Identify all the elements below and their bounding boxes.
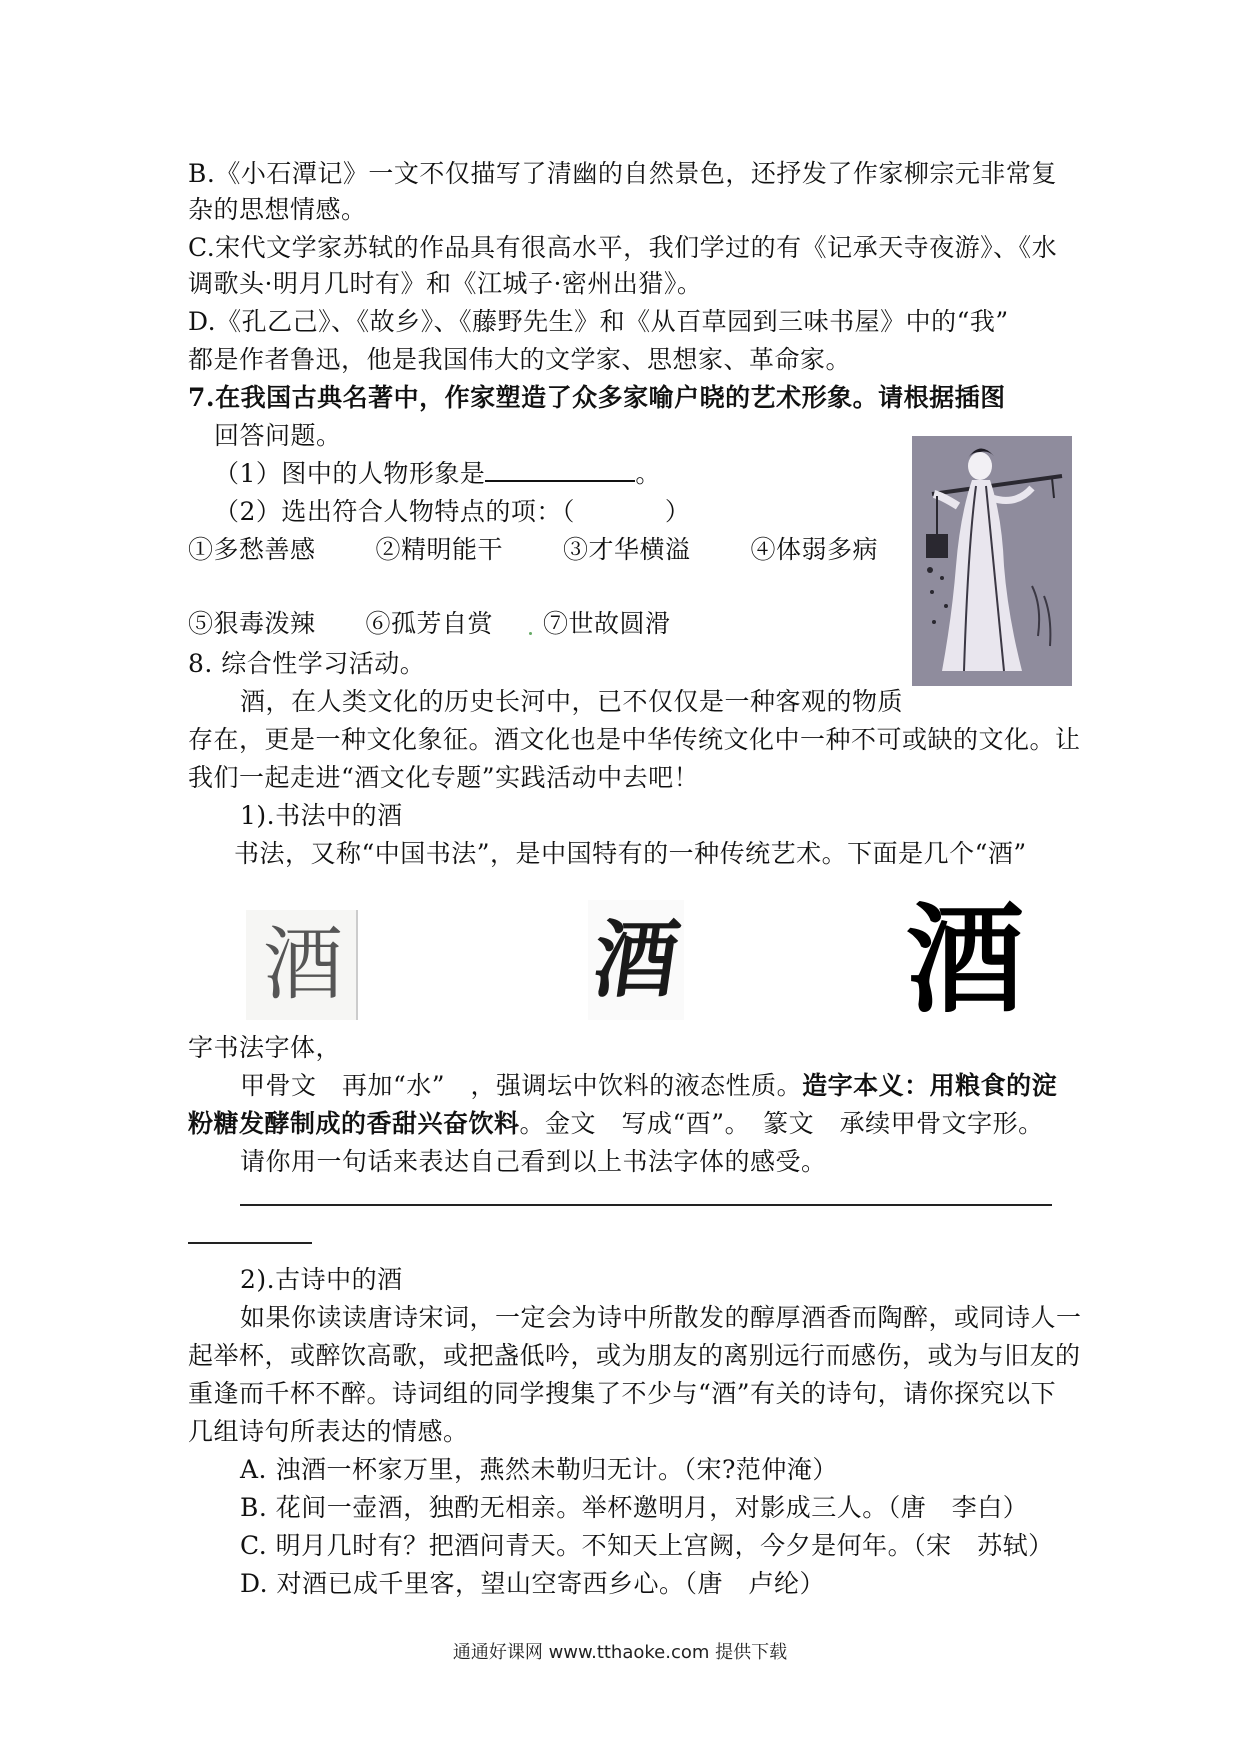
desc-2-bold: 粉糖发酵制成的香甜兴奋饮料 bbox=[188, 1109, 520, 1138]
callig-char: 酒 bbox=[263, 918, 339, 1011]
calligraphy-bronze bbox=[588, 900, 684, 1020]
callig-char: 酒 bbox=[905, 891, 1024, 1029]
option-item: ④体弱多病 bbox=[750, 535, 879, 564]
section-1-desc-2 bbox=[188, 1106, 1044, 1142]
option-b-line-1: B.《小石潭记》一文不仅描写了清幽的自然景色，还抒发了作家柳宗元非常复 bbox=[188, 159, 1057, 188]
section-2-text-2: 起举杯，或醉饮高歌，或把盏低吟，或为朋友的离别远行而感伤，或为与旧友的 bbox=[188, 1341, 1081, 1370]
sub1-suffix: 。 bbox=[635, 459, 661, 488]
q8-intro-1: 酒，在人类文化的历史长河中，已不仅仅是一种客观的物质 bbox=[240, 687, 904, 716]
options-row-2 bbox=[188, 606, 671, 642]
section-1-text-1: 书法，又称“中国书法”，是中国特有的一种传统艺术。下面是几个“酒” bbox=[234, 839, 1027, 868]
poem-b: B. 花间一壶酒，独酌无相亲。举杯邀明月，对影成三人。（唐 李白） bbox=[240, 1493, 1029, 1522]
section-2-title: 2).古诗中的酒 bbox=[240, 1265, 403, 1294]
section-1-title: 1).书法中的酒 bbox=[240, 801, 403, 830]
poem-d: D. 对酒已成千里客，望山空寄西乡心。（唐 卢纶） bbox=[240, 1569, 826, 1598]
desc-2-plain: 。金文 写成“酉”。 篆文 承续甲骨文字形。 bbox=[519, 1109, 1044, 1138]
question-7-sub-2 bbox=[214, 494, 690, 530]
section-2-text-4: 几组诗句所表达的情感。 bbox=[188, 1417, 469, 1446]
q8-intro-2: 存在，更是一种文化象征。酒文化也是中华传统文化中一种不可或缺的文化。让 bbox=[188, 725, 1081, 754]
page-footer: 通通好课网 www.tthaoke.com 提供下载 bbox=[452, 1642, 788, 1663]
sub2-suffix: ） bbox=[664, 497, 691, 526]
answer-line-1[interactable] bbox=[240, 1204, 1052, 1206]
section-2-text-1: 如果你读读唐诗宋词，一定会为诗中所散发的醇厚酒香而陶醉，或同诗人一 bbox=[240, 1303, 1082, 1332]
option-d-line-1: D.《孔乙己》、《故乡》、《藤野先生》和《从百草园到三味书屋》中的“我” bbox=[188, 307, 1009, 336]
section-1-desc-1 bbox=[240, 1068, 1057, 1104]
calligraphy-seal bbox=[880, 891, 1050, 1029]
section-2-text-3: 重逢而千杯不醉。诗词组的同学搜集了不少与“酒”有关的诗句，请你探究以下 bbox=[188, 1379, 1057, 1408]
option-item: ②精明能干 bbox=[375, 535, 504, 564]
question-7-stem-cont: 回答问题。 bbox=[214, 421, 342, 450]
stray-dot bbox=[529, 632, 532, 635]
option-item: ⑥孤芳自赏 bbox=[365, 609, 494, 638]
calligraphy-oracle-bone bbox=[246, 910, 358, 1020]
illustration-figure bbox=[912, 436, 1072, 686]
option-item: ⑦世故圆滑 bbox=[543, 609, 671, 638]
option-b-line-2: 杂的思想情感。 bbox=[188, 195, 367, 224]
question-7-stem: 7.在我国古典名著中，作家塑造了众多家喻户晓的艺术形象。请根据插图 bbox=[188, 383, 1006, 412]
sub1-prefix: （1）图中的人物形象是 bbox=[214, 459, 486, 488]
q8-intro-3: 我们一起走进“酒文化专题”实践活动中去吧！ bbox=[188, 763, 700, 792]
option-item: ⑤狠毒泼辣 bbox=[188, 609, 316, 638]
option-c-line-2: 调歌头·明月几时有》和《江城子·密州出猎》。 bbox=[188, 269, 703, 298]
option-c-line-1: C.宋代文学家苏轼的作品具有很高水平，我们学过的有《记承天寺夜游》、《水 bbox=[188, 233, 1058, 262]
answer-line-2[interactable] bbox=[188, 1242, 312, 1244]
woman-illustration-icon bbox=[912, 436, 1072, 686]
answer-blank[interactable] bbox=[485, 458, 635, 482]
option-item: ①多愁善感 bbox=[188, 535, 316, 564]
section-1-prompt: 请你用一句话来表达自己看到以上书法字体的感受。 bbox=[240, 1147, 827, 1176]
poem-c: C. 明月几时有？把酒问青天。不知天上宫阙，今夕是何年。（宋 苏轼） bbox=[240, 1531, 1054, 1560]
sub2-prefix: （2）选出符合人物特点的项：（ bbox=[214, 497, 575, 526]
question-8-title: 8. 综合性学习活动。 bbox=[188, 649, 426, 678]
callig-char: 酒 bbox=[587, 911, 685, 1009]
option-d-line-2: 都是作者鲁迅，他是我国伟大的文学家、思想家、革命家。 bbox=[188, 345, 852, 374]
desc-1-plain: 甲骨文 再加“水” ，强调坛中饮料的液态性质。 bbox=[240, 1071, 803, 1100]
poem-a: A. 浊酒一杯家万里，燕然未勒归无计。（宋?范仲淹） bbox=[240, 1455, 838, 1484]
options-row-1 bbox=[188, 532, 878, 568]
question-7-sub-1 bbox=[214, 456, 661, 492]
option-item: ③才华横溢 bbox=[563, 535, 691, 564]
section-1-text-2: 字书法字体， bbox=[188, 1033, 342, 1062]
desc-1-bold: 造字本义：用粮食的淀 bbox=[802, 1071, 1058, 1100]
